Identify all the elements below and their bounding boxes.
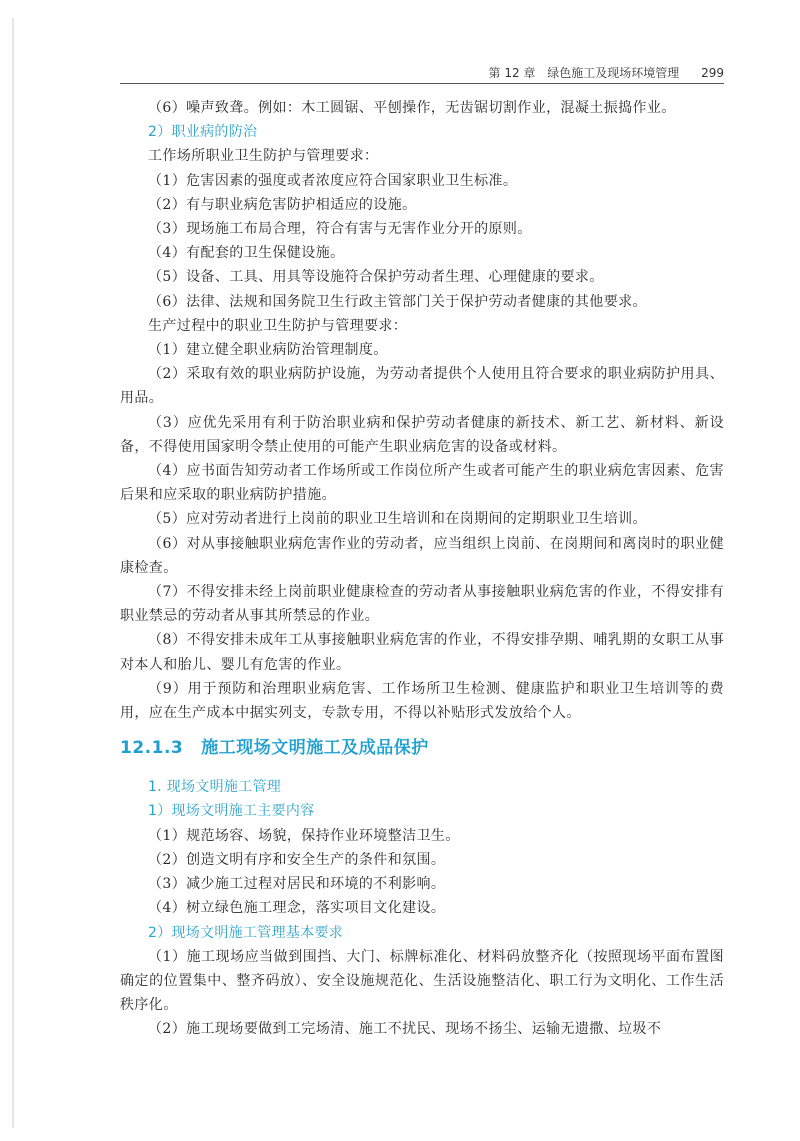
subheading: 1. 现场文明施工管理 (148, 779, 282, 796)
paragraph: 工作场所职业卫生防护与管理要求： (148, 148, 379, 165)
paragraph: 生产过程中的职业卫生防护与管理要求： (148, 317, 408, 334)
page-body (120, 96, 724, 1042)
paragraph: （5）应对劳动者进行上岗前的职业卫生培训和在岗期间的定期职业卫生培训。 (148, 511, 647, 528)
paragraph: （3）现场施工布局合理，符合有害与无害作业分开的原则。 (148, 221, 532, 238)
paragraph: （2）采取有效的职业病防护设施，为劳动者提供个人使用且符合要求的职业病防护用具、用品。 (120, 366, 724, 407)
page-number: 299 (701, 66, 724, 80)
paragraph: （1）建立健全职业病防治管理制度。 (148, 342, 388, 359)
section-number: 12.1.3 (120, 738, 184, 759)
paragraph: （6）噪声致聋。例如：木工圆锯、平刨操作，无齿锯切割作业，混凝土振捣作业。 (148, 100, 676, 116)
paragraph: （7）不得安排未经上岗前职业健康检查的劳动者从事接触职业病危害的作业，不得安排有职业禁忌的劳动者从事其所禁忌的作业。 (120, 584, 724, 625)
paragraph: （9）用于预防和治理职业病危害、工作场所卫生检测、健康监护和职业卫生培训等的费用，应在生产成本中据实列支，专款专用，不得以补贴形式发放给个人。 (120, 680, 724, 722)
paragraph: （3）应优先采用有利于防治职业病和保护劳动者健康的新技术、新工艺、新材料、新设备，不得使用国家明令禁止使用的可能产生职业病危害的设备或材料。 (120, 414, 724, 455)
paragraph: （1）规范场容、场貌，保持作业环境整洁卫生。 (148, 827, 460, 844)
paragraph: （8）不得安排未成年工从事接触职业病危害的作业，不得安排孕期、哺乳期的女职工从事对本人和胎儿、婴儿有危害的作业。 (120, 632, 724, 673)
subheading: 1）现场文明施工主要内容 (148, 803, 315, 820)
paragraph: （4）有配套的卫生保健设施。 (148, 245, 345, 262)
section-title: 施工现场文明施工及成品保护 (201, 738, 429, 759)
paragraph: （2）创造文明有序和安全生产的条件和氛围。 (148, 851, 446, 868)
paragraph: （4）应书面告知劳动者工作场所或工作岗位所产生或者可能产生的职业病危害因素、危害后果和应采取的职业病防护措施。 (120, 463, 724, 504)
paragraph: （4）树立绿色施工理念，落实项目文化建设。 (148, 900, 446, 917)
paragraph: （6）法律、法规和国务院卫生行政主管部门关于保护劳动者健康的其他要求。 (148, 293, 647, 310)
paragraph: （2）施工现场要做到工完场清、施工不扰民、现场不扬尘、运输无遗撒、垃圾不 (148, 1021, 662, 1038)
subheading: 2）现场文明施工管理基本要求 (148, 924, 344, 941)
chapter-label: 第 12 章 (488, 66, 536, 80)
paragraph: （1）施工现场应当做到围挡、大门、标牌标准化、材料码放整齐化（按照现场平面布置图确定的位置集中、整齐码放）、安全设施规范化、生活设施整洁化、职工行为文明化、工作生活秩序化。 (120, 948, 724, 1014)
header-text (489, 64, 724, 81)
header-rule (120, 83, 724, 84)
paragraph: （6）对从事接触职业病危害作业的劳动者，应当组织上岗前、在岗期间和离岗时的职业健康检查。 (120, 535, 724, 576)
chapter-title: 绿色施工及现场环境管理 (547, 66, 680, 80)
subheading: 2）职业病的防治 (148, 124, 258, 141)
paragraph: （2）有与职业病危害防护相适应的设施。 (148, 196, 417, 213)
page-spine (12, 18, 14, 1128)
running-header (120, 54, 724, 84)
paragraph: （1）危害因素的强度或者浓度应符合国家职业卫生标准。 (148, 172, 518, 189)
section-heading (120, 733, 724, 763)
paragraph: （3）减少施工过程对居民和环境的不利影响。 (148, 876, 446, 893)
paragraph: （5）设备、工具、用具等设施符合保护劳动者生理、心理健康的要求。 (148, 269, 604, 286)
